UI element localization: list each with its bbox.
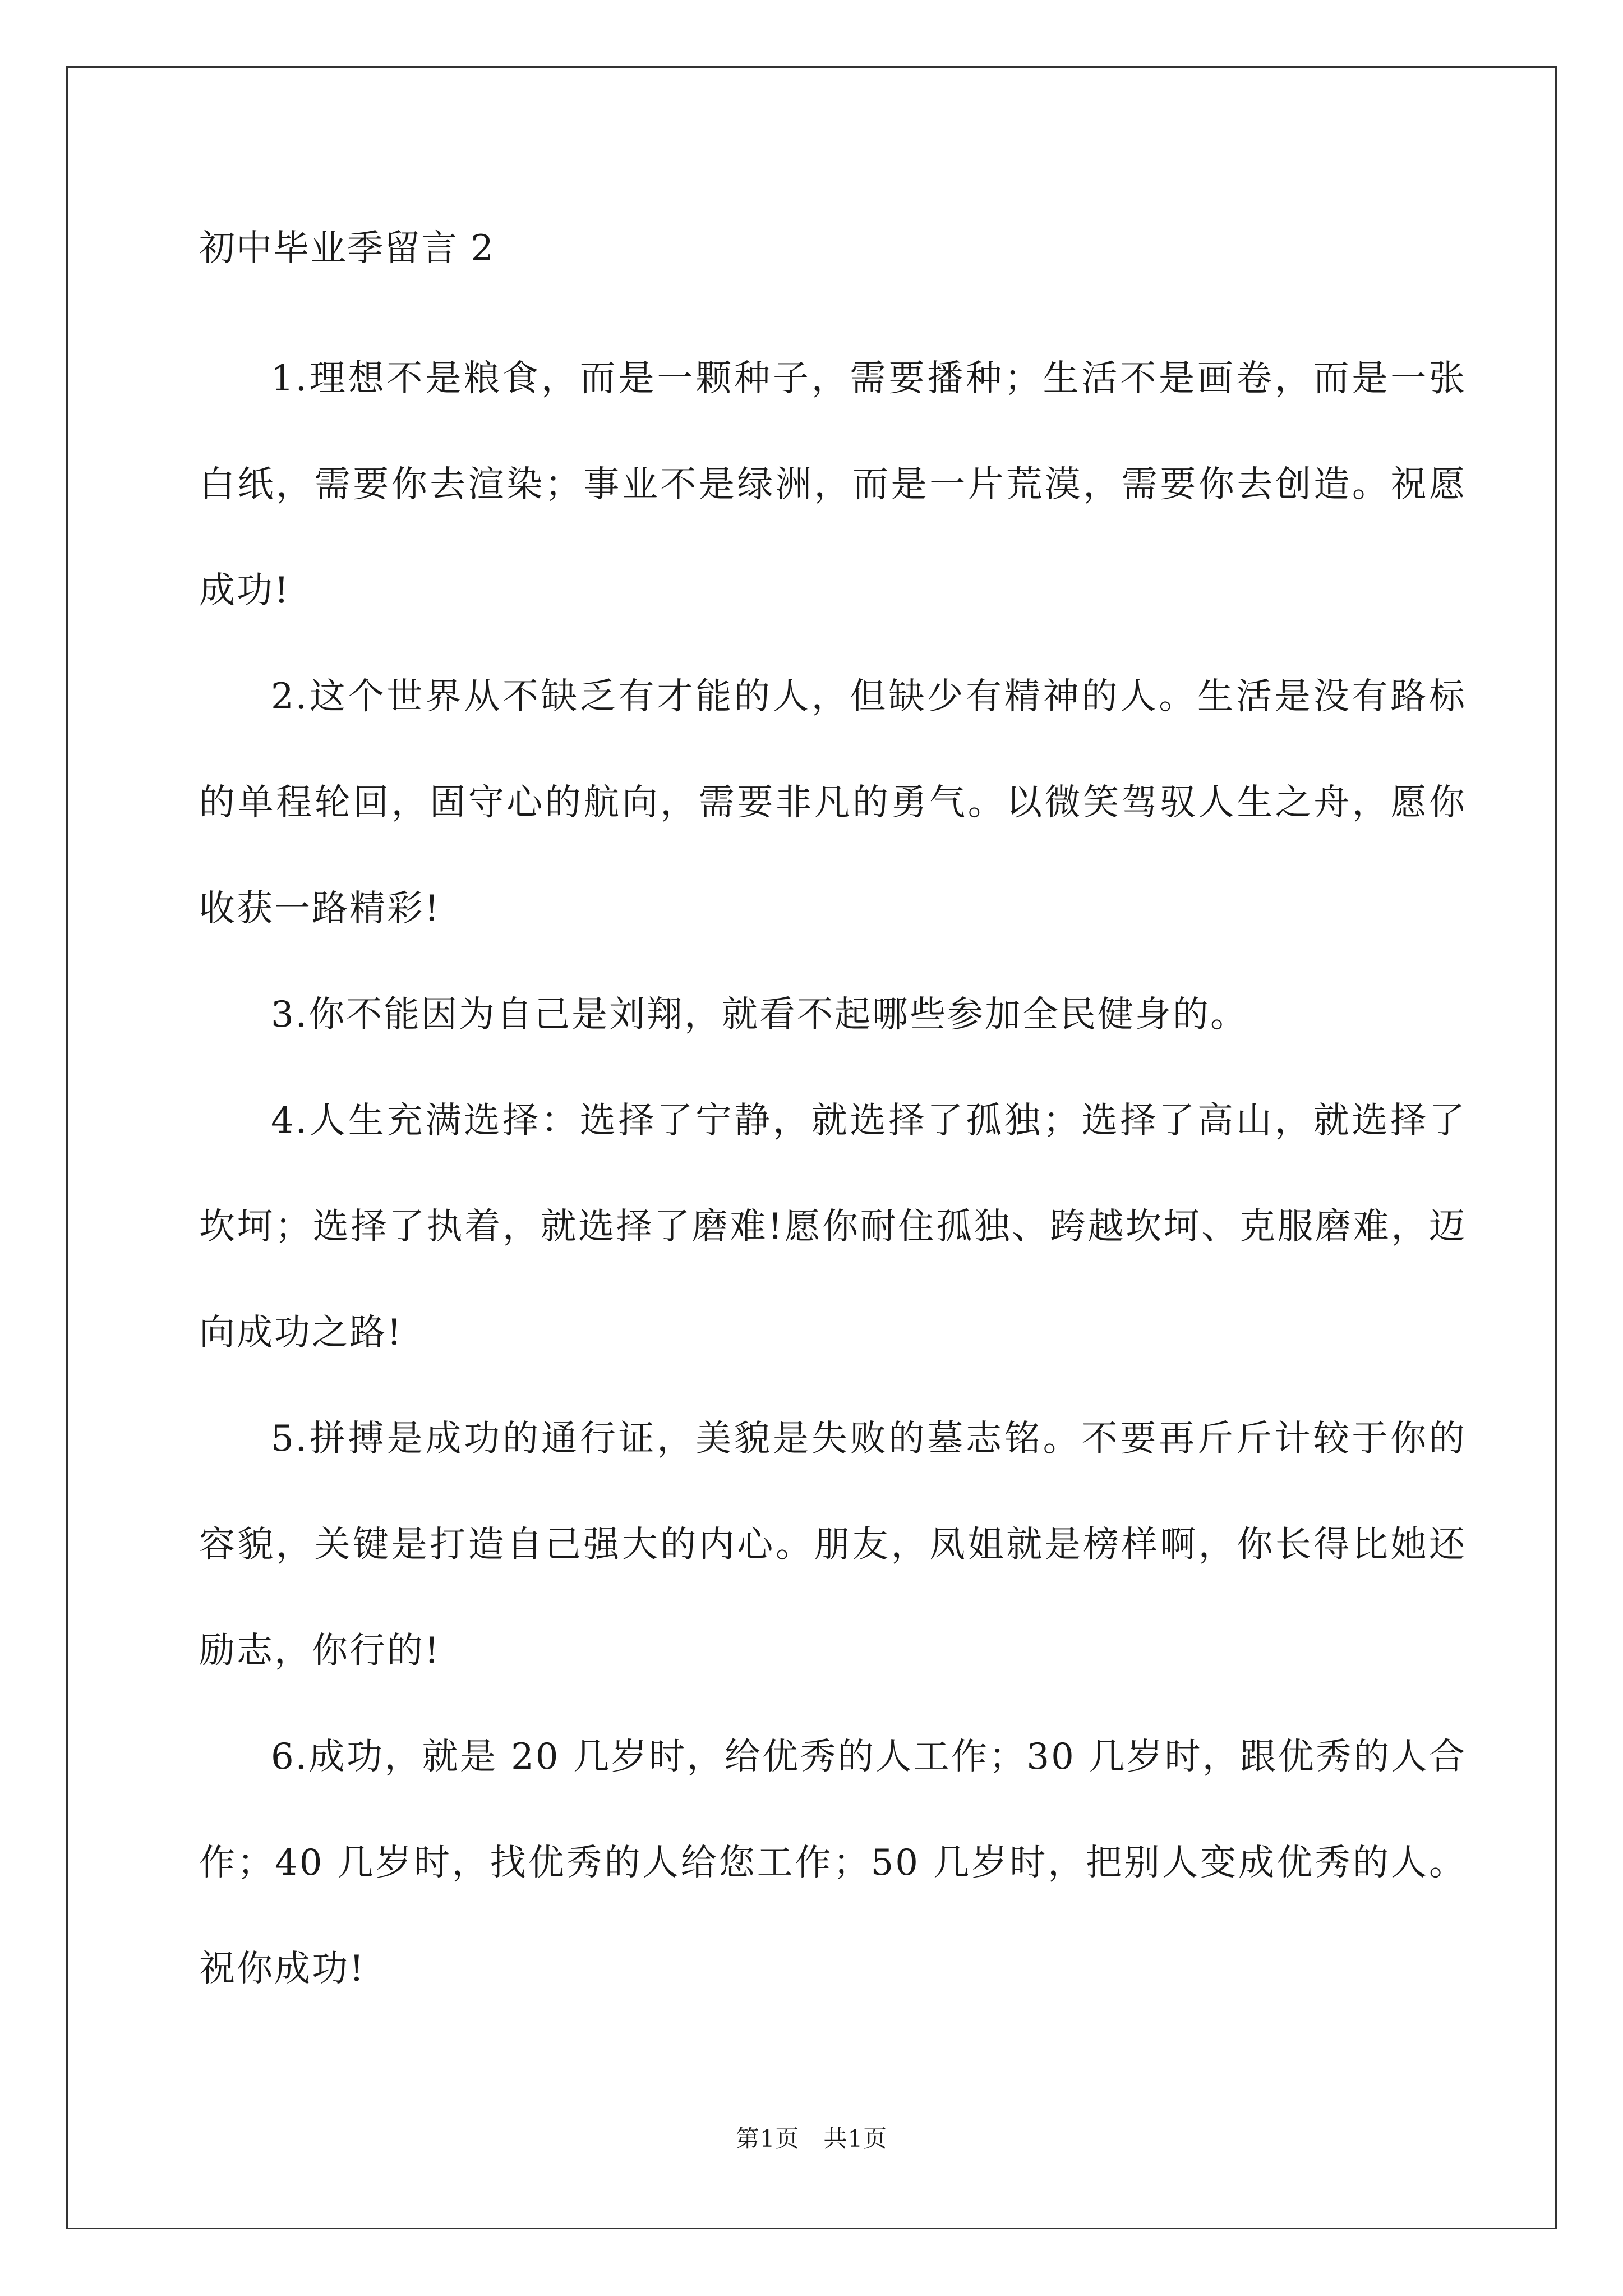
document-body (199, 222, 1467, 2022)
paragraph-5: 5.拼搏是成功的通行证，美貌是失败的墓志铭。不要再斤斤计较于你的容貌，关键是打造自己强大的内心。朋友，凤姐就是榜样啊，你长得比她还励志，你行的! (199, 1418, 1467, 1672)
paragraph-1: 1.理想不是粮食，而是一颗种子，需要播种；生活不是画卷，而是一张白纸，需要你去渲染；事业不是绿洲，而是一片荒漠，需要你去创造。祝愿成功! (199, 358, 1467, 611)
paragraph-2: 2.这个世界从不缺乏有才能的人，但缺少有精神的人。生活是没有路标的单程轮回，固守心的航向，需要非凡的勇气。以微笑驾驭人生之舟，愿你收获一路精彩! (199, 676, 1467, 930)
paragraph-4: 4.人生充满选择：选择了宁静，就选择了孤独；选择了高山，就选择了坎坷；选择了执着，就选择了磨难!愿你耐住孤独、跨越坎坷、克服磨难，迈向成功之路! (199, 1100, 1467, 1354)
paragraph-6: 6.成功，就是 20 几岁时，给优秀的人工作；30 几岁时，跟优秀的人合作；40 几岁时，找优秀的人给您工作；50 几岁时，把别人变成优秀的人。祝你成功! (199, 1736, 1467, 1990)
page-footer: 第1页 共1页 (735, 2125, 888, 2152)
paragraph-3: 3.你不能因为自己是刘翔，就看不起哪些参加全民健身的。 (271, 994, 1248, 1036)
document-title: 初中毕业季留言 2 (199, 228, 495, 269)
